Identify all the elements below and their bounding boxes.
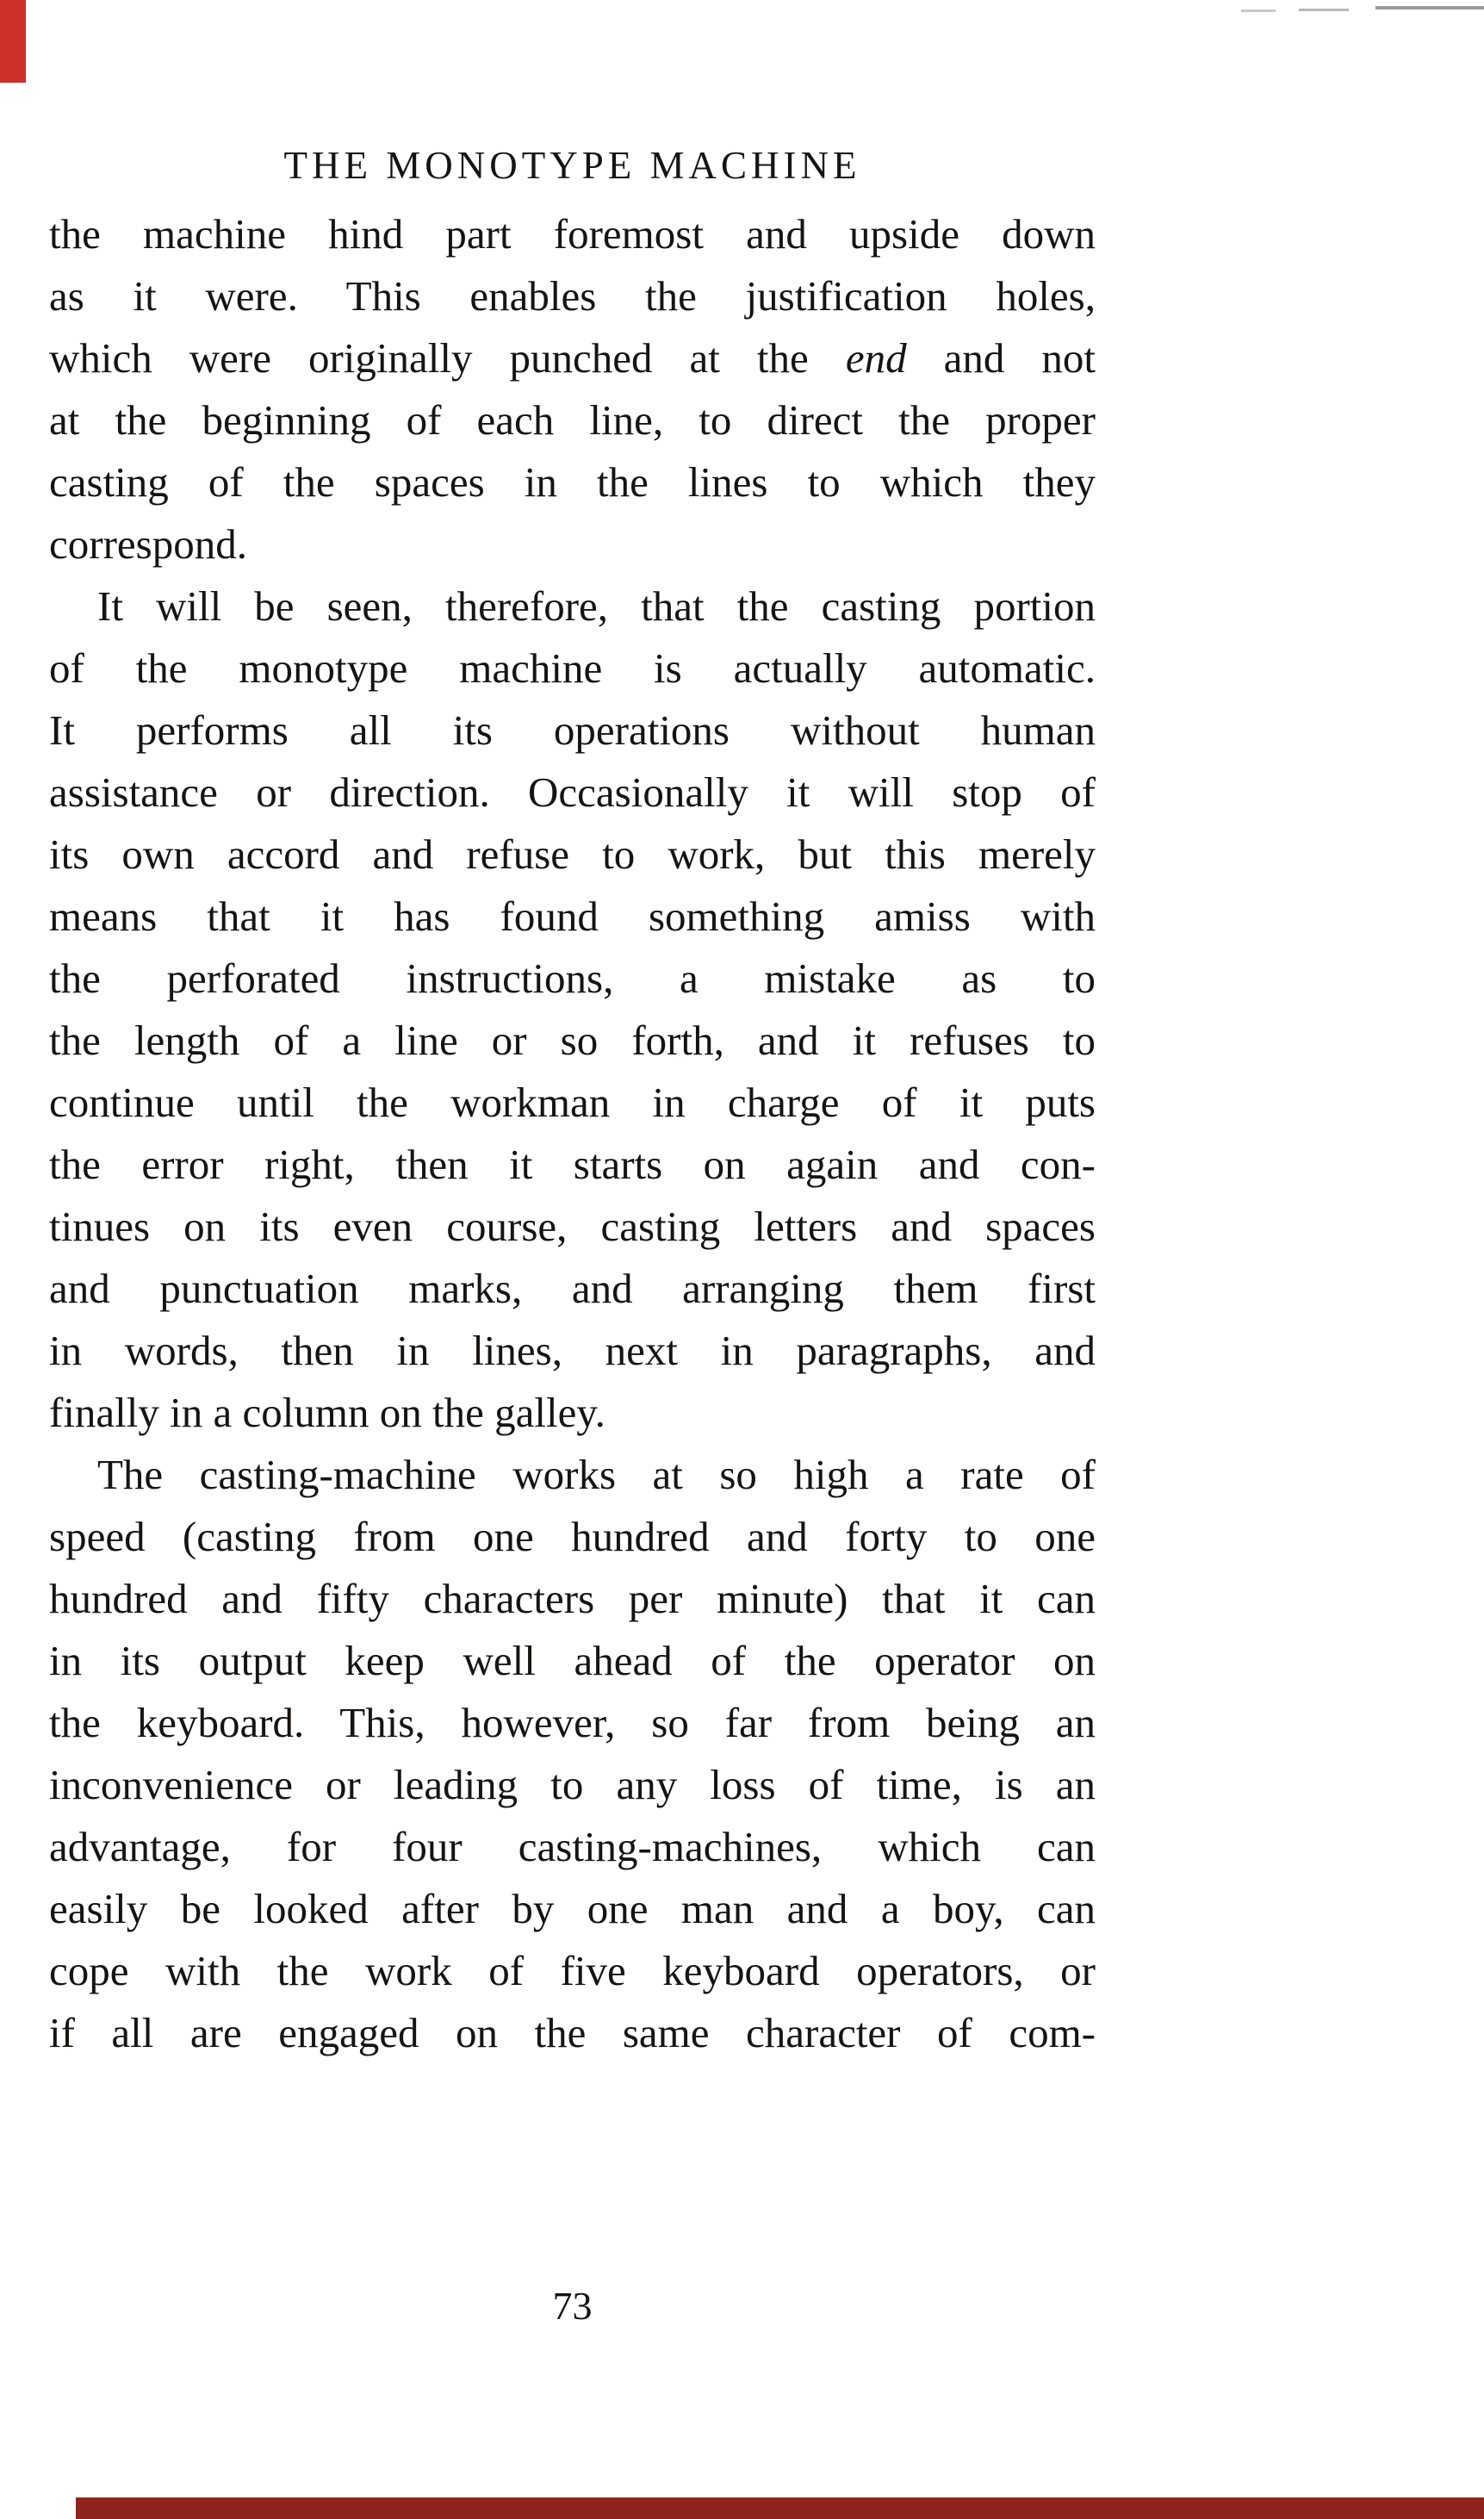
text-line: advantage, for four casting-machines, which can: [49, 1823, 1096, 1870]
paragraph: [49, 203, 1096, 575]
left-margin-red-bar: [0, 0, 26, 83]
text-line: tinues on its even course, casting letters and spaces: [49, 1203, 1096, 1250]
page-header: THE MONOTYPE MACHINE: [283, 144, 861, 187]
text-line: means that it has found something amiss with: [49, 893, 1096, 940]
text-line: as it were. This enables the justification holes,: [49, 272, 1096, 320]
scan-artifact-dash: [1241, 9, 1276, 12]
text-line: the keyboard. This, however, so far from being an: [49, 1699, 1096, 1746]
body-text: [49, 203, 1096, 2064]
text-line: at the beginning of each line, to direct the proper: [49, 396, 1096, 444]
text-line: the length of a line or so forth, and it refuses to: [49, 1017, 1096, 1064]
text-line: cope with the work of five keyboard operators, or: [49, 1947, 1096, 1994]
text-line: the machine hind part foremost and upside down: [49, 210, 1096, 258]
text-line: and punctuation marks, and arranging them first: [49, 1265, 1096, 1312]
paragraph: [49, 575, 1096, 1444]
text-line: if all are engaged on the same character of com-: [49, 2009, 1096, 2056]
text-line: of the monotype machine is actually automatic.: [49, 644, 1096, 692]
text-line: continue until the workman in charge of it puts: [49, 1079, 1096, 1126]
text-line: the perforated instructions, a mistake as to: [49, 955, 1096, 1002]
text-line: easily be looked after by one man and a boy, can: [49, 1885, 1096, 1932]
text-line: in words, then in lines, next in paragraphs, and: [49, 1327, 1096, 1374]
text-line: the error right, then it starts on again and con-: [49, 1141, 1096, 1188]
text-line: assistance or direction. Occasionally it will stop of: [49, 768, 1096, 816]
scan-artifact-dash: [1299, 9, 1349, 11]
text-line: correspond.: [49, 520, 247, 568]
text-line: hundred and fifty characters per minute) that it can: [49, 1575, 1096, 1622]
text-line: speed (casting from one hundred and forty to one: [49, 1513, 1096, 1560]
text-line: The casting-machine works at so high a rate of: [97, 1451, 1096, 1498]
text-line: which were originally punched at the end and not: [49, 334, 1096, 382]
scan-artifact-line: [1375, 6, 1484, 9]
bottom-red-bar: [76, 2497, 1484, 2519]
text-line: inconvenience or leading to any loss of time, is an: [49, 1761, 1096, 1808]
text-line: in its output keep well ahead of the operator on: [49, 1637, 1096, 1684]
text-line: It will be seen, therefore, that the casting portion: [97, 582, 1096, 630]
text-line: its own accord and refuse to work, but this merely: [49, 830, 1096, 878]
paragraph: [49, 1444, 1096, 2064]
page-number: 73: [552, 2284, 593, 2328]
text-line: finally in a column on the galley.: [49, 1389, 605, 1436]
text-line: It performs all its operations without human: [49, 706, 1096, 754]
text-line: casting of the spaces in the lines to which they: [49, 458, 1096, 506]
